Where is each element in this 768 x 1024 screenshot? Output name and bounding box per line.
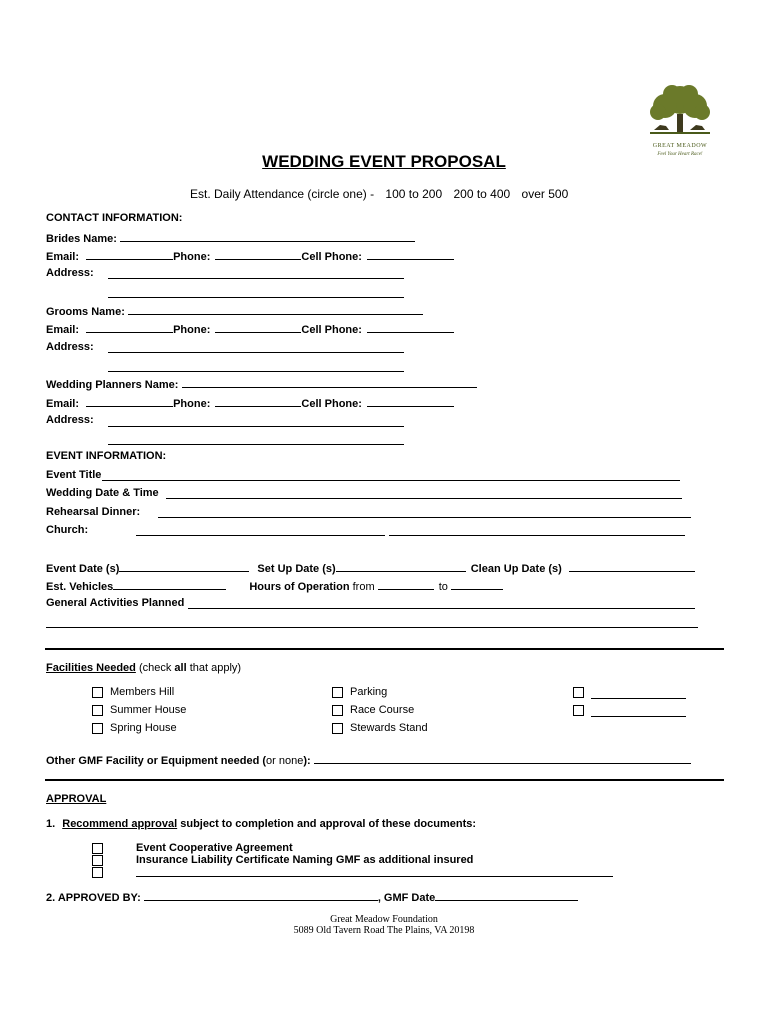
rehearsal-dinner-label: Rehearsal Dinner: <box>46 506 141 518</box>
cell-phone-field[interactable] <box>367 322 454 333</box>
item1-num: 1. <box>46 818 56 830</box>
church-label: Church: <box>46 524 89 536</box>
doc-cooperative-agreement: Event Cooperative Agreement <box>136 842 293 854</box>
planner-address-label: Address: <box>46 414 94 426</box>
item1-rest: subject to completion and approval of these documents: <box>177 818 477 830</box>
checkbox[interactable] <box>332 687 343 698</box>
planners-name-row <box>46 377 477 391</box>
email-label: Email: <box>46 324 80 336</box>
approval-heading: APPROVAL <box>46 793 107 805</box>
other-paren-open: ( <box>259 755 267 767</box>
groom-address-field-2[interactable] <box>108 361 404 372</box>
footer-org: Great Meadow Foundation <box>330 914 438 925</box>
other-facility-label: Other GMF Facility or Equipment needed <box>46 755 260 767</box>
attendance-option[interactable]: 200 to 400 <box>453 187 511 201</box>
attendance-option[interactable]: 100 to 200 <box>385 187 443 201</box>
approved-by-field[interactable] <box>144 890 378 901</box>
gmf-date-field[interactable] <box>435 890 578 901</box>
page-title: WEDDING EVENT PROPOSAL <box>262 152 506 171</box>
gmf-date-label: , GMF Date <box>377 892 436 904</box>
checkbox[interactable] <box>92 687 103 698</box>
facilities-check-pre: (check <box>138 662 175 674</box>
facilities-check-post: that apply) <box>186 662 242 674</box>
tree-logo-icon <box>640 84 720 136</box>
cell-phone-label: Cell Phone: <box>301 398 362 410</box>
cell-phone-field[interactable] <box>367 396 454 407</box>
phone-label: Phone: <box>173 398 211 410</box>
planners-name-field[interactable] <box>182 377 477 388</box>
groom-address-field-1[interactable] <box>108 342 404 353</box>
divider <box>45 648 724 650</box>
facilities-heading-row <box>46 662 241 674</box>
brides-name-label: Brides Name: <box>46 233 117 245</box>
facilities-check-all: all <box>174 662 187 674</box>
other-or-none: or none <box>266 755 304 767</box>
approved-by-label: 2. APPROVED BY: <box>46 892 141 904</box>
general-activities-label: General Activities Planned <box>46 597 185 609</box>
checkbox[interactable] <box>92 705 103 716</box>
cell-phone-label: Cell Phone: <box>301 251 362 263</box>
email-label: Email: <box>46 398 80 410</box>
facility-race-course: Race Course <box>350 704 415 716</box>
brides-name-row <box>46 231 415 245</box>
facility-members-hill: Members Hill <box>110 686 175 698</box>
facility-other-field-2[interactable] <box>591 706 686 717</box>
bride-email-row <box>46 249 454 263</box>
cell-phone-field[interactable] <box>367 249 454 260</box>
vehicles-field[interactable] <box>113 579 226 590</box>
planner-email-row <box>46 396 454 410</box>
attendance-option[interactable]: over 500 <box>521 187 569 201</box>
event-title-label: Event Title <box>46 469 102 481</box>
rehearsal-dinner-field[interactable] <box>158 507 691 518</box>
checkbox[interactable] <box>92 723 103 734</box>
groom-email-row <box>46 322 454 336</box>
bride-address-field-1[interactable] <box>108 268 404 279</box>
planners-name-label: Wedding Planners Name: <box>46 379 179 391</box>
planner-address-field-1[interactable] <box>108 416 404 427</box>
checkbox[interactable] <box>92 867 103 878</box>
grooms-name-field[interactable] <box>128 304 423 315</box>
item1-link: Recommend approval <box>62 818 178 830</box>
groom-address-label: Address: <box>46 341 94 353</box>
approval-item-1 <box>46 818 476 830</box>
checkbox[interactable] <box>92 843 103 854</box>
approved-by-row <box>46 890 578 904</box>
bride-address-label: Address: <box>46 267 94 279</box>
facility-spring-house: Spring House <box>110 722 177 734</box>
attendance-line <box>190 187 568 201</box>
other-facility-field[interactable] <box>314 753 691 764</box>
phone-label: Phone: <box>173 324 211 336</box>
email-field[interactable] <box>86 322 173 333</box>
checkbox[interactable] <box>92 855 103 866</box>
grooms-name-label: Grooms Name: <box>46 306 125 318</box>
phone-field[interactable] <box>215 396 301 407</box>
hours-from: from <box>352 581 375 593</box>
grooms-name-row <box>46 304 423 318</box>
brides-name-field[interactable] <box>120 231 415 242</box>
facility-stewards-stand: Stewards Stand <box>350 722 428 734</box>
facilities-heading: Facilities Needed <box>46 662 136 674</box>
logo-name: GREAT MEADOW <box>652 143 708 149</box>
church-field-1[interactable] <box>136 525 385 536</box>
footer-address: 5089 Old Tavern Road The Plains, VA 20198 <box>293 925 475 936</box>
event-date-field[interactable] <box>119 561 249 572</box>
contact-heading: CONTACT INFORMATION: <box>46 212 183 224</box>
event-title-field[interactable] <box>102 470 680 481</box>
checkbox[interactable] <box>332 723 343 734</box>
setup-date-label: Set Up Date (s) <box>257 563 336 575</box>
event-date-label: Event Date (s) <box>46 563 120 575</box>
checkbox[interactable] <box>573 687 584 698</box>
phone-label: Phone: <box>173 251 211 263</box>
general-activities-field-2[interactable] <box>46 617 698 628</box>
vehicles-row <box>46 579 503 593</box>
hours-to: to <box>438 581 448 593</box>
event-heading: EVENT INFORMATION: <box>46 450 167 462</box>
divider <box>45 779 724 781</box>
cleanup-date-field[interactable] <box>569 561 695 572</box>
bride-address-field-2[interactable] <box>108 287 404 298</box>
other-facility-row <box>46 753 691 767</box>
facility-other-field-1[interactable] <box>591 688 686 699</box>
doc-insurance-certificate: Insurance Liability Certificate Naming GMF as additional insured <box>136 854 474 866</box>
checkbox[interactable] <box>573 705 584 716</box>
phone-field[interactable] <box>215 322 301 333</box>
hours-from-field[interactable] <box>378 579 434 590</box>
general-activities-field-1[interactable] <box>188 598 695 609</box>
email-label: Email: <box>46 251 80 263</box>
hours-to-field[interactable] <box>451 579 503 590</box>
hours-label: Hours of Operation <box>249 581 350 593</box>
wedding-date-label: Wedding Date & Time <box>46 487 159 499</box>
event-dates-row <box>46 561 695 575</box>
doc-other-field[interactable] <box>136 866 613 877</box>
facility-summer-house: Summer House <box>110 704 187 716</box>
logo-tagline: Feel Your Heart Race! <box>657 152 703 157</box>
wedding-date-field[interactable] <box>166 488 682 499</box>
planner-address-field-2[interactable] <box>108 434 404 445</box>
vehicles-label: Est. Vehicles <box>46 581 114 593</box>
checkbox[interactable] <box>332 705 343 716</box>
cleanup-date-label: Clean Up Date (s) <box>470 563 562 575</box>
email-field[interactable] <box>86 249 173 260</box>
phone-field[interactable] <box>215 249 301 260</box>
logo <box>640 84 720 160</box>
cell-phone-label: Cell Phone: <box>301 324 362 336</box>
church-field-2[interactable] <box>389 525 685 536</box>
setup-date-field[interactable] <box>336 561 466 572</box>
facility-parking: Parking <box>350 686 388 698</box>
attendance-label: Est. Daily Attendance (circle one) - <box>190 187 375 201</box>
other-paren-close: ): <box>303 755 311 767</box>
email-field[interactable] <box>86 396 173 407</box>
